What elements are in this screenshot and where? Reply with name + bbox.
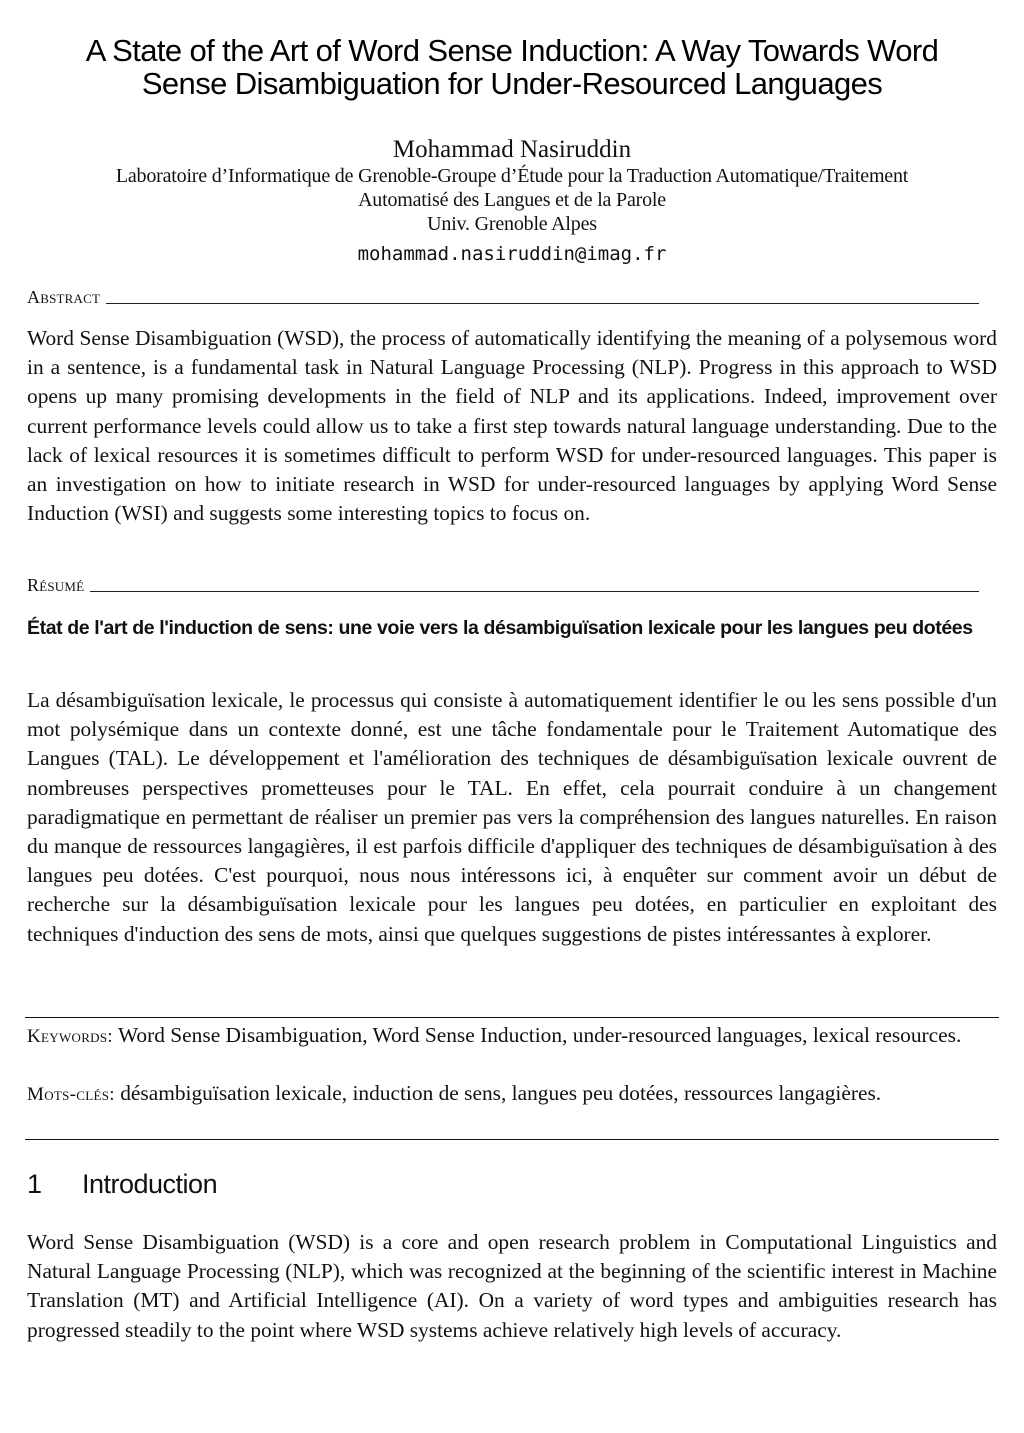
keywords-block: [27, 1021, 997, 1051]
abstract-text: Word Sense Disambiguation (WSD), the process of automatically identifying the meaning of a polysemous word in a sentence, is a fundamental task in Natural Language Processing (NLP). Progress in this approach to WSD opens up many promising developments in the field of NLP and its applications. Indeed, improvement over current performance levels could allow us to take a first step towards natural language understanding. Due to the lack of lexical resources it is sometimes difficult to perform WSD for under-resourced languages. This paper is an investigation on how to initiate research in WSD for under-resourced languages by applying Word Sense Induction (WSI) and suggests some interesting topics to focus on.: [27, 326, 997, 526]
keywords-text: Word Sense Disambiguation, Word Sense Induction, under-resourced languages, lexical resources.: [117, 1023, 962, 1047]
section-heading-introduction: [27, 1166, 997, 1202]
resume-label: Résumé: [27, 575, 85, 595]
affiliation-line-1: Laboratoire d’Informatique de Grenoble-Groupe d’Étude pour la Traduction Automatique/Traitement: [115, 165, 909, 187]
resume-text: La désambiguïsation lexicale, le processus qui consiste à automatiquement identifier le ou les sens possible d'un mot polysémique dans un contexte donné, est une tâche fondamentale pour le Traitement Automatique des Langues (TAL). Le développement et l'amélioration des techniques de désambiguïsation lexicale ouvrent de nombreuses perspectives prometteuses pour le TAL. En effet, cela pourrait conduire à un changement paradigmatique en permettant de réaliser un premier pas vers la compréhension des langues naturelles. En raison du manque de ressources langagières, il est parfois difficile d'appliquer des techniques de désambiguïsation à des langues peu dotées. C'est pourquoi, nous nous intéressons ici, à enquêter sur comment avoir un début de recherche sur la désambiguïsation lexicale pour les langues peu dotées, en particulier en exploitant des techniques d'induction des sens de mots, ainsi que quelques suggestions de pistes intéressantes à explorer.: [27, 688, 997, 946]
introduction-text: Word Sense Disambiguation (WSD) is a core and open research problem in Computational Linguistics and Natural Language Processing (NLP), which was recognized at the beginning of the scientific interest in Machine Translation (MT) and Artificial Intelligence (AI). On a variety of word types and ambiguities research has progressed steadily to the point where WSD systems achieve relatively high levels of accuracy.: [27, 1230, 997, 1342]
author-name: Mohammad Nasiruddin: [392, 136, 632, 163]
abstract-label: Abstract: [27, 287, 101, 307]
title-line-2: Sense Disambiguation for Under-Resourced Languages: [141, 66, 883, 101]
affiliation-line-2: Automatisé des Langues et de la Parole: [358, 189, 666, 211]
resume-label-row: [27, 574, 979, 596]
title-line-1: A State of the Art of Word Sense Induction: A Way Towards Word: [85, 33, 939, 68]
mots-cles-label: Mots-clés:: [27, 1084, 115, 1105]
abstract-label-row: [27, 286, 979, 308]
paper-title: [27, 34, 997, 100]
author-affiliation: [27, 164, 997, 236]
mots-cles-text: désambiguïsation lexicale, induction de sens, langues peu dotées, ressources langagières.: [120, 1081, 882, 1105]
author-email: mohammad.nasiruddin@imag.fr: [357, 243, 667, 265]
section-title: Introduction: [82, 1169, 218, 1199]
section-number: 1: [27, 1169, 42, 1199]
abstract-rule: [106, 303, 979, 304]
keywords-label: Keywords:: [27, 1026, 113, 1047]
mots-cles-block: [27, 1079, 997, 1109]
resume-title: État de l'art de l'induction de sens: une voie vers la désambiguïsation lexicale pour les langues peu dotées: [27, 617, 973, 639]
affiliation-line-3: Univ. Grenoble Alpes: [427, 213, 597, 235]
resume-rule: [90, 591, 979, 592]
